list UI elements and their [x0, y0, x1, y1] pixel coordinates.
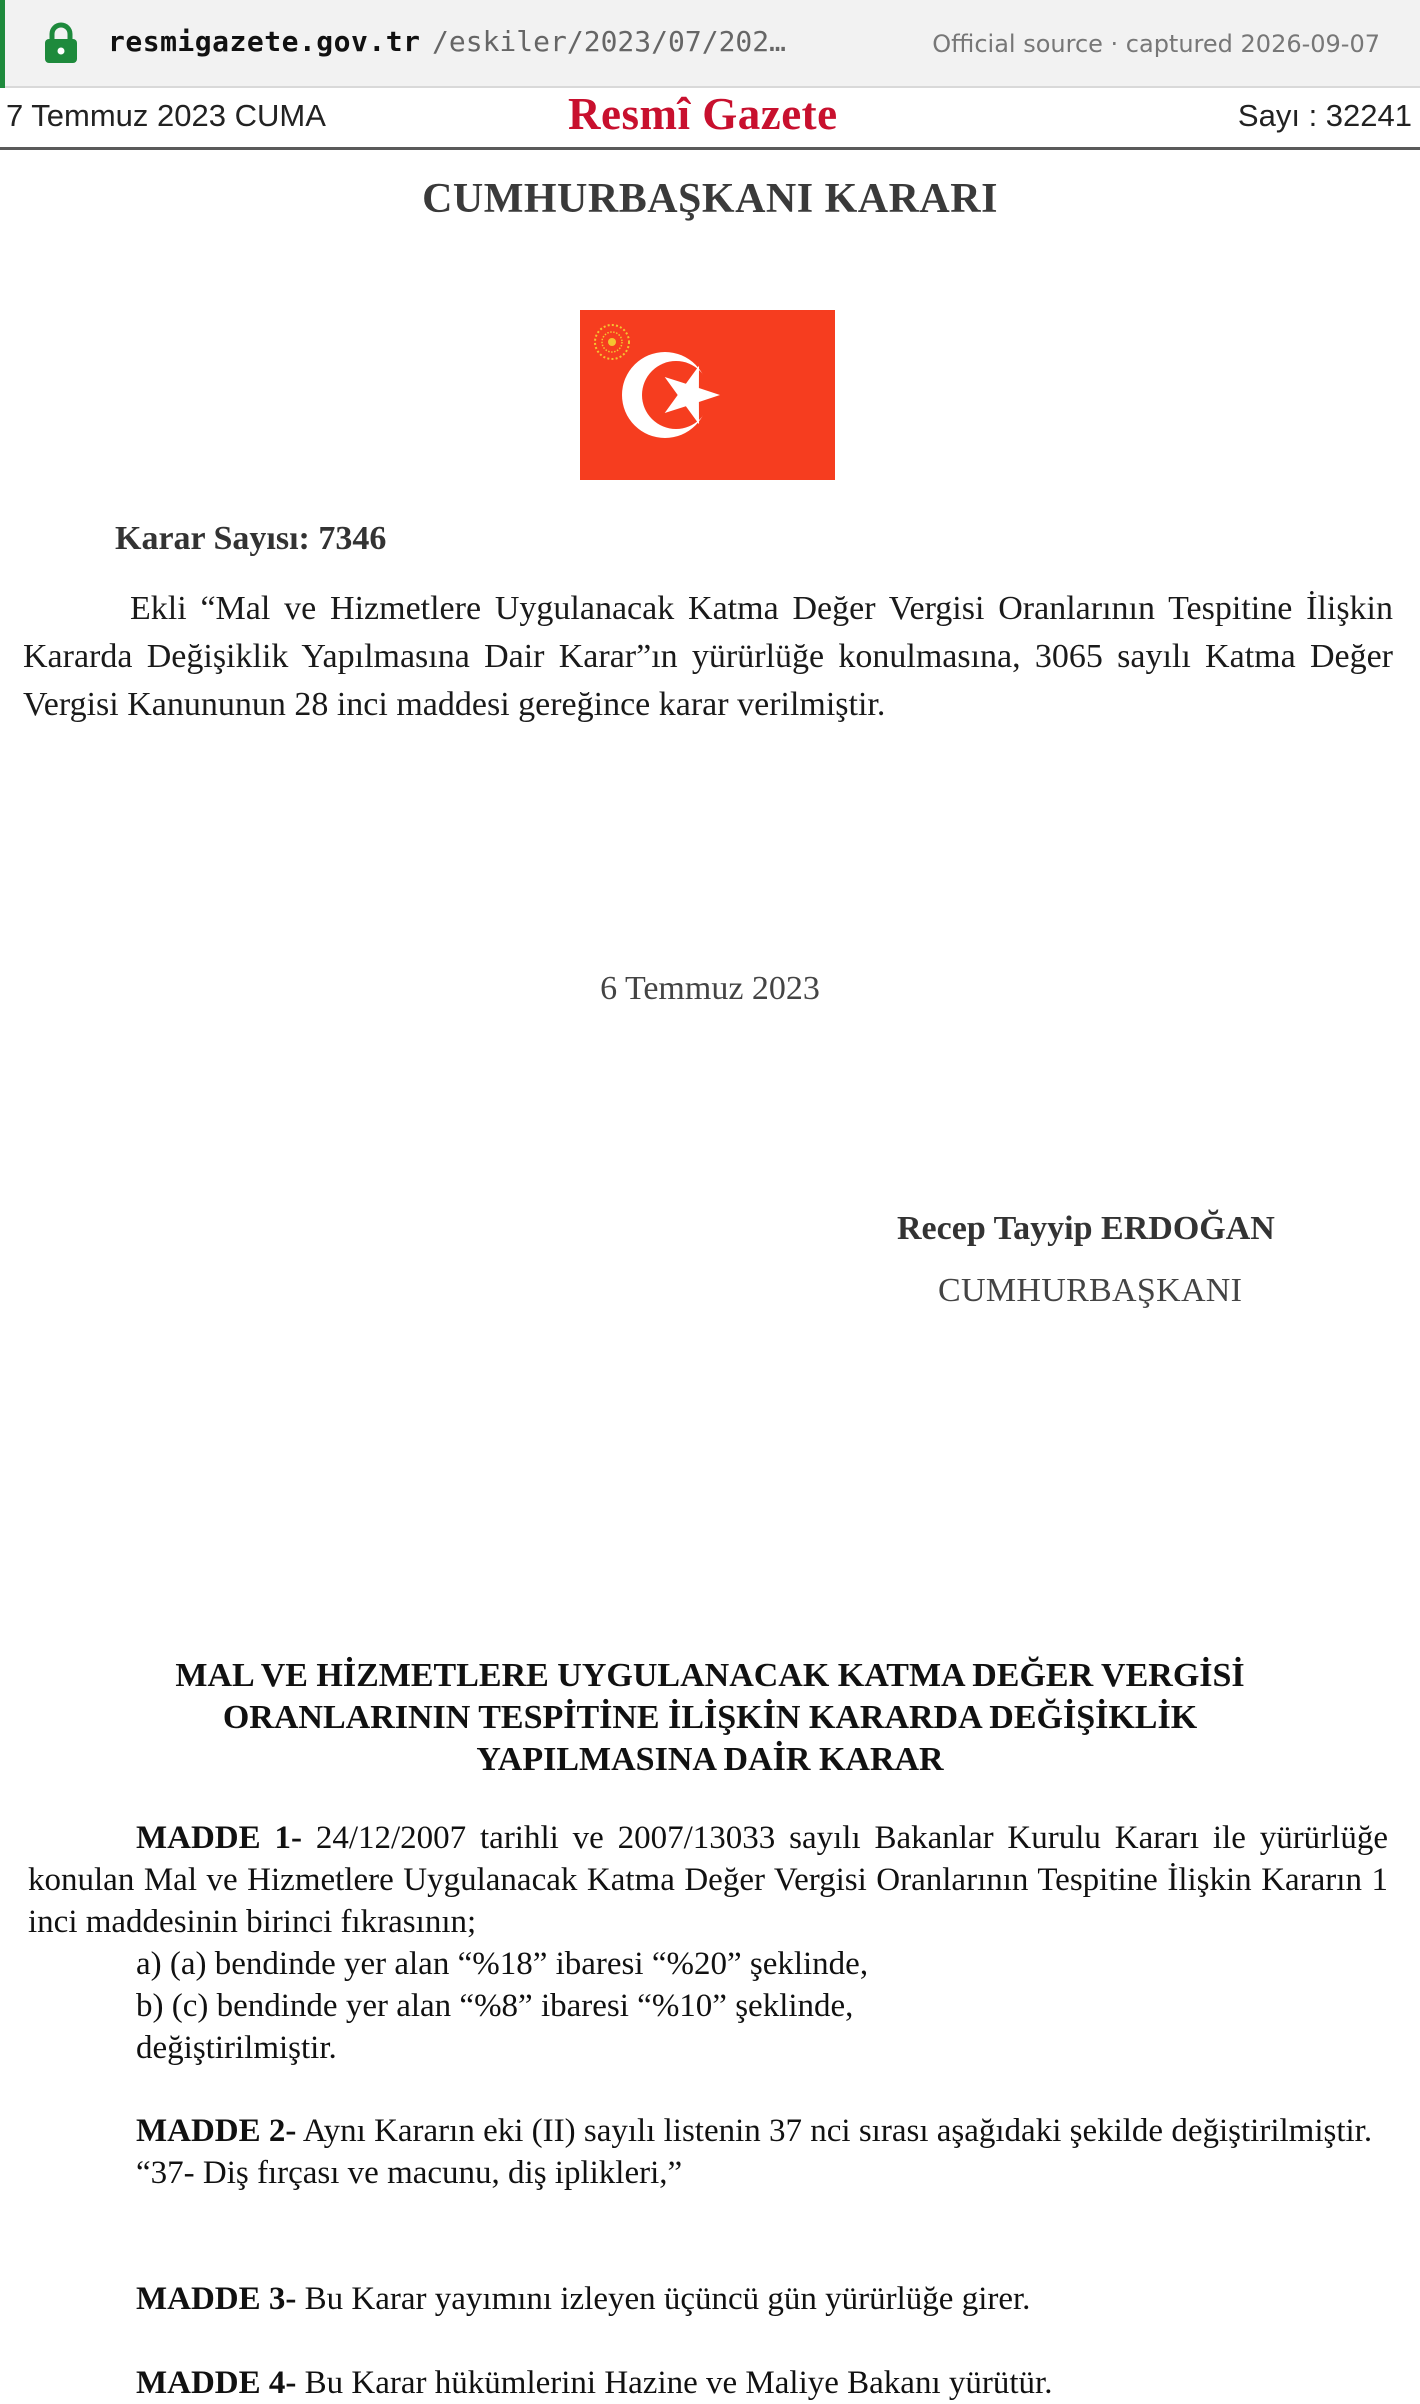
url-domain[interactable]: resmigazete.gov.tr — [108, 25, 421, 58]
decision-number: Karar Sayısı: 7346 — [115, 520, 387, 557]
article-3 — [28, 2278, 1388, 2320]
article-paragraph — [28, 2278, 1388, 2320]
article-label: MADDE 1- — [136, 1820, 302, 1856]
annex-title-line: ORANLARININ TESPİTİNE İLİŞKİN KARARDA DEĞİŞİKLİK — [222, 1699, 1198, 1736]
turkish-flag-icon — [580, 310, 835, 480]
article-text: Bu Karar yayımını izleyen üçüncü gün yürürlüğe girer. — [304, 2281, 1031, 2317]
gazette-masthead — [0, 88, 1420, 150]
article-paragraph — [28, 1817, 1388, 1943]
gazette-title: Resmî Gazete — [568, 89, 838, 139]
issue-number: Sayı : 32241 — [1237, 98, 1412, 133]
article-label: MADDE 3- — [136, 2281, 297, 2317]
article-item: değiştirilmiştir. — [136, 2030, 337, 2066]
article-text: Aynı Kararın eki (II) sayılı listenin 37 nci sırası aşağıdaki şekilde değiştirilmiştir. — [302, 2113, 1373, 2149]
document-heading: CUMHURBAŞKANI KARARI — [422, 176, 998, 222]
capture-meta: Official source · captured 2026-09-07 — [932, 30, 1380, 58]
signature-date: 6 Temmuz 2023 — [600, 970, 820, 1007]
preamble-text: Ekli “Mal ve Hizmetlere Uygulanacak Katma Değer Vergisi Oranlarının Tespitine İlişkin Kararda Değişiklik Yapılmasına Dair Karar”ın yürürlüğe konulmasına, 3065 sayılı Katma Değer Vergisi Kanununun 28 inci maddesi gereğince karar verilmiştir. — [23, 590, 1393, 723]
article-1 — [28, 1817, 1388, 2069]
article-item: a) (a) bendinde yer alan “%18” ibaresi “%20” şeklinde, — [136, 1946, 869, 1982]
article-paragraph — [28, 2362, 1388, 2404]
lock-icon — [42, 22, 80, 64]
article-item: b) (c) bendinde yer alan “%8” ibaresi “%10” şeklinde, — [136, 1988, 854, 2024]
signer-title: CUMHURBAŞKANI — [938, 1272, 1243, 1309]
annex-title — [0, 1655, 1420, 1781]
url-bar-accent — [0, 0, 5, 88]
article-item: “37- Diş fırçası ve macunu, diş iplikleri,” — [136, 2155, 683, 2191]
article-4 — [28, 2362, 1388, 2404]
article-text: 24/12/2007 tarihli ve 2007/13033 sayılı Bakanlar Kurulu Kararı ile yürürlüğe konulan Mal ve Hizmetlere Uygulanacak Katma Değer Vergisi Oranlarının Tespitine İlişkin Kararın 1 inci maddesinin birinci fıkrasının; — [28, 1820, 1388, 1940]
article-2 — [28, 2110, 1388, 2194]
annex-title-line: MAL VE HİZMETLERE UYGULANACAK KATMA DEĞER VERGİSİ — [175, 1657, 1245, 1694]
signer-name: Recep Tayyip ERDOĞAN — [897, 1210, 1275, 1247]
annex-title-line: YAPILMASINA DAİR KARAR — [476, 1741, 944, 1778]
article-text: Bu Karar hükümlerini Hazine ve Maliye Bakanı yürütür. — [304, 2365, 1053, 2401]
article-label: MADDE 2- — [136, 2113, 297, 2149]
issue-date: 7 Temmuz 2023 CUMA — [6, 98, 326, 133]
source-url-bar — [0, 0, 1420, 88]
article-label: MADDE 4- — [136, 2365, 297, 2401]
url-path[interactable]: /eskiler/2023/07/202… — [432, 25, 787, 58]
article-paragraph — [28, 2110, 1388, 2152]
